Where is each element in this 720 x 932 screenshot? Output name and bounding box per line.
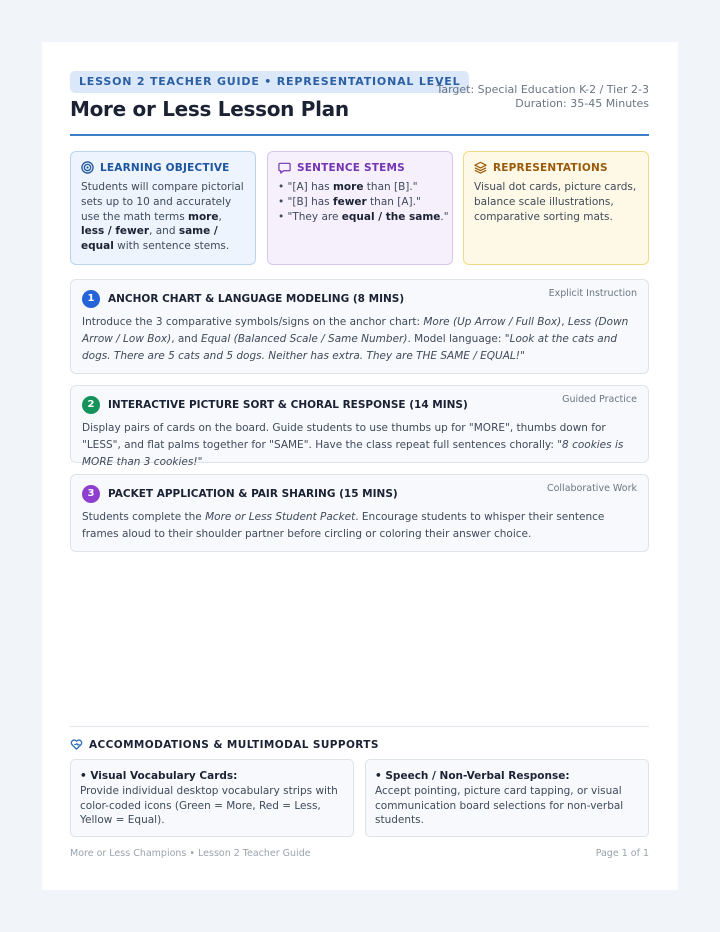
step-tag: Explicit Instruction (548, 288, 637, 299)
stem-text: • "[B] has (278, 195, 333, 208)
step-number-badge: 2 (82, 396, 100, 414)
stem-text: than [B]." (363, 181, 418, 193)
header-divider (70, 134, 649, 136)
step-header (82, 396, 637, 414)
stem-text: ." (440, 210, 449, 223)
step-emphasis: Less (Down Arrow / Low Box) (82, 316, 629, 345)
step-header (82, 290, 637, 308)
accommodation-text: Accept pointing, picture card tapping, or visual communication board selections for non-verbal students. (375, 785, 624, 826)
step-text: Students complete the (82, 511, 206, 523)
step-text: . Model language: (407, 333, 505, 345)
step-text: , and (171, 333, 201, 345)
list-item (278, 210, 449, 225)
learning-objective-text (81, 180, 245, 254)
accommodation-title: • Speech / Non-Verbal Response: (375, 770, 570, 782)
term-less-fewer: less / fewer (81, 225, 150, 238)
representations-card (463, 151, 649, 265)
accommodations-header (70, 738, 379, 751)
duration-text: Duration: 35-45 Minutes (515, 97, 649, 110)
step-number-badge: 3 (82, 485, 100, 503)
step-emphasis: More (Up Arrow / Full Box) (423, 316, 562, 328)
stem-keyword: fewer (333, 195, 367, 208)
step-emphasis: Equal (Balanced Scale / Same Number) (200, 333, 408, 345)
list-item (278, 195, 442, 210)
step-description (82, 420, 637, 471)
stem-text: than [A]." (366, 195, 421, 208)
step-number-badge: 1 (82, 290, 100, 308)
step-tag: Guided Practice (562, 394, 637, 405)
term-same-equal: same / equal (81, 225, 218, 253)
step-text: . Encourage students to whisper their sentence frames aloud to their shoulder partner before circling or coloring their answer choice. (82, 511, 605, 540)
representations-header (474, 161, 638, 174)
step-title: PACKET APPLICATION & PAIR SHARING (15 MINS) (108, 488, 398, 500)
step-card-picture-sort (70, 385, 649, 468)
accommodation-card-visual-vocabulary (70, 759, 354, 837)
objective-text-part: with sentence stems. (113, 240, 230, 253)
sentence-stems-list (278, 180, 449, 224)
target-icon (81, 161, 94, 174)
term-more: more (188, 210, 219, 223)
learning-objective-title: LEARNING OBJECTIVE (100, 161, 230, 174)
step-title: ANCHOR CHART & LANGUAGE MODELING (8 MINS) (108, 293, 405, 305)
step-card-packet-application (70, 474, 649, 552)
step-text: Introduce the 3 comparative symbols/signs on the anchor chart: (82, 316, 424, 328)
list-item (278, 180, 442, 195)
sentence-stems-header (278, 161, 442, 174)
lesson-badge: LESSON 2 TEACHER GUIDE • REPRESENTATIONAL LEVEL (70, 71, 469, 93)
stem-text: • "[A] has (278, 181, 333, 193)
step-emphasis: "Look at the cats and dogs. There are 5 cats and 5 dogs. Neither has extra. They are THE SAME / EQUAL!" (82, 333, 618, 362)
step-text: Display pairs of cards on the board. Guide students to use thumbs up for "MORE", thumbs down for "LESS", and flat palms together for "SAME". Have the class repeat full sentences chorally: (82, 422, 606, 451)
layers-icon (474, 161, 487, 174)
lesson-plan-page (42, 42, 678, 890)
step-emphasis: More or Less Student Packet (205, 511, 356, 523)
step-title: INTERACTIVE PICTURE SORT & CHORAL RESPONSE (14 MINS) (108, 399, 468, 411)
accommodation-title: • Visual Vocabulary Cards: (80, 770, 238, 782)
accommodation-card-speech-nonverbal (365, 759, 649, 837)
learning-objective-card (70, 151, 256, 265)
objective-text-part: Students will compare pictorial sets up to 10 and accurately use the math terms (81, 181, 244, 223)
sentence-stems-card (267, 151, 453, 265)
objective-separator: , (218, 210, 222, 223)
target-text: Target: Special Education K-2 / Tier 2-3 (436, 83, 649, 96)
representations-title: REPRESENTATIONS (493, 161, 608, 174)
step-description (82, 314, 637, 365)
chat-bubble-icon (278, 161, 291, 174)
accommodations-title: ACCOMMODATIONS & MULTIMODAL SUPPORTS (89, 738, 379, 751)
page-title: More or Less Lesson Plan (70, 97, 349, 121)
page-number: Page 1 of 1 (595, 848, 649, 859)
section-divider (70, 726, 649, 727)
objective-separator: , and (149, 225, 179, 238)
sentence-stems-title: SENTENCE STEMS (297, 161, 405, 174)
step-tag: Collaborative Work (546, 483, 637, 494)
learning-objective-header (81, 161, 245, 174)
accommodation-text: Provide individual desktop vocabulary strips with color-coded icons (Green = More, Red = Less, Yellow = Equal). (80, 785, 338, 826)
stem-keyword: more (332, 181, 364, 193)
step-emphasis: "8 cookies is MORE than 3 cookies!" (82, 439, 624, 468)
stem-keyword: equal / the same (341, 210, 441, 223)
representations-text: Visual dot cards, picture cards, balance scale illustrations, comparative sorting mats. (474, 181, 637, 223)
step-description (82, 509, 637, 543)
heart-hands-icon (70, 738, 83, 751)
step-header (82, 485, 637, 503)
footer-title: More or Less Champions • Lesson 2 Teacher Guide (70, 848, 311, 859)
step-text: , (561, 316, 568, 328)
step-card-anchor-chart (70, 279, 649, 374)
lesson-meta (436, 83, 649, 111)
stem-text: • "They are (278, 210, 342, 223)
